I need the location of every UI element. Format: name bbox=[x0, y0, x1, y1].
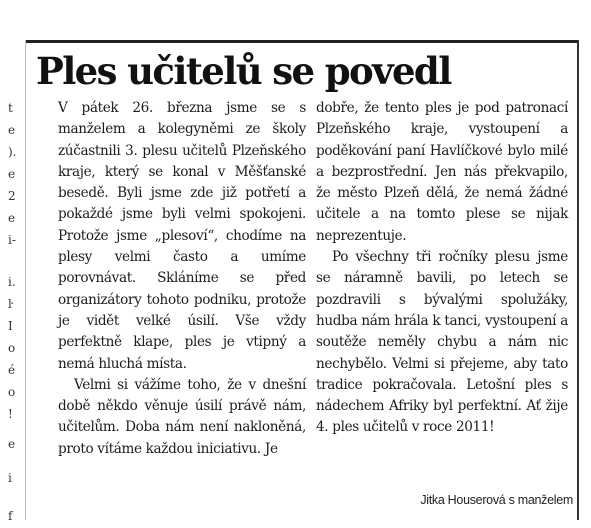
margin-fragment: o bbox=[8, 385, 16, 399]
author-signature: Jitka Houserová s manželem bbox=[420, 493, 573, 507]
margin-fragment: e bbox=[8, 211, 16, 225]
article-column-right bbox=[316, 98, 568, 439]
paragraph: Velmi si vážíme toho, že v dnešní době někdo věnuje úsilí právě nám, učitelům. Doba nám není nakloněná, proto vítáme každou iniciativu. Je bbox=[58, 376, 306, 457]
left-border bbox=[25, 40, 26, 520]
paragraph: Po všechny tři ročníky plesu jsme se náramně bavili, po letech se pozdravili s bývalými spolužáky, hudba nám hrála k tanci, vystoupení a soutěže neměly chybu a nám nic nechybělo. Velmi si přejeme, aby tato tradice pokračovala. Letošní ples s nádechem Afriky byl perfektní. Ať žije 4. ples učitelů v roce 2011! bbox=[316, 249, 568, 436]
margin-fragment: e bbox=[8, 437, 16, 451]
paragraph: V pátek 26. března jsme se s manželem a kolegyněmi ze školy zúčastnili 3. plesu učitelů Plzeňského kraje, který se konal v Měšťanské besedě. Byli jsme zde již potřetí a pokaždé jsme byli velmi spokojeni. Protože jsme „plesoví“, chodíme na plesy velmi často a umíme porovnávat. Skláníme se před organizátory tohoto podniku, protože je vidět velké úsilí. Vše vždy perfektně klape, ples je vtipný a nemá hluchá místa. bbox=[58, 100, 306, 372]
margin-fragment: i. bbox=[8, 275, 16, 289]
margin-fragment: t bbox=[8, 101, 13, 115]
margin-fragment: e bbox=[8, 167, 16, 181]
article-column-left bbox=[58, 98, 306, 460]
margin-fragment: e bbox=[8, 123, 16, 137]
margin-fragment: 2 bbox=[8, 189, 16, 203]
margin-fragment: I bbox=[8, 319, 13, 333]
margin-fragment: f bbox=[8, 509, 13, 523]
margin-fragment: i- bbox=[8, 233, 16, 247]
headline: Ples učitelů se povedl bbox=[36, 49, 451, 93]
margin-fragment: i bbox=[8, 471, 12, 485]
margin-fragment: ). bbox=[8, 145, 17, 159]
right-border bbox=[577, 40, 579, 520]
top-rule bbox=[25, 40, 577, 43]
paragraph: dobře, že tento ples je pod patronací Plzeňského kraje, vystoupení a poděkování paní Havlíčkové bylo milé a bezprostřední. Jen nás překvapilo, že město Plzeň dělá, že nemá žádné učitele a na tomto plese se nijak neprezentuje. bbox=[316, 100, 568, 244]
margin-fragment: ! bbox=[8, 407, 13, 421]
margin-fragment: o bbox=[8, 341, 16, 355]
margin-fragment: ŀ bbox=[8, 297, 12, 311]
margin-fragment: é bbox=[8, 363, 16, 377]
